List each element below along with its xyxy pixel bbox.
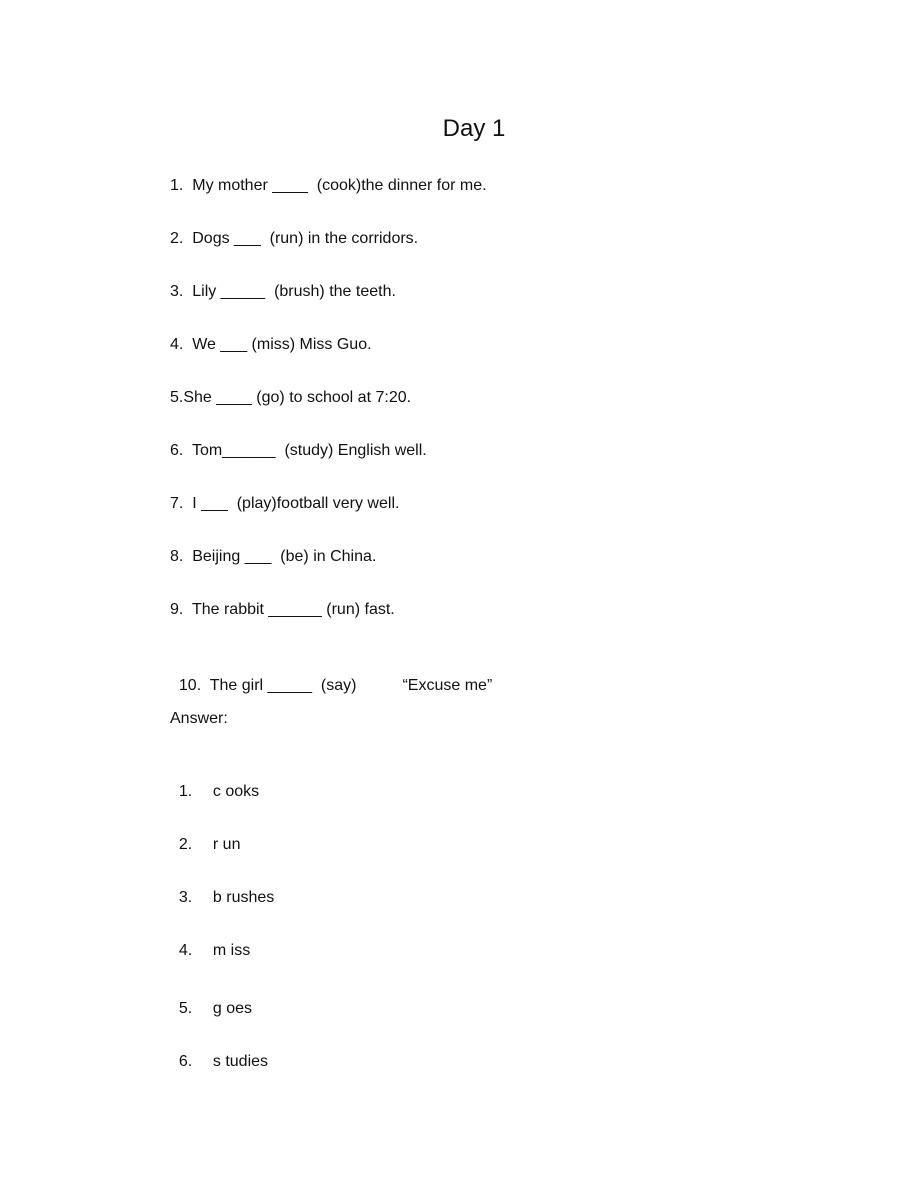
- question-10-text: 10. The girl _____ (say): [178, 677, 357, 694]
- answer-heading: Answer:: [170, 710, 228, 727]
- page-title: Day 1: [442, 115, 506, 142]
- answer-item: [170, 815, 240, 855]
- answer-text: r un: [212, 836, 241, 853]
- answer-number: 5.: [178, 1000, 193, 1017]
- answer-text: m iss: [212, 942, 251, 959]
- answer-text: s tudies: [212, 1053, 269, 1070]
- answer-number: 3.: [178, 889, 193, 906]
- answer-text: b rushes: [212, 889, 275, 906]
- answer-item: [170, 1032, 268, 1072]
- answer-item: [170, 762, 259, 802]
- question-4: 4. We ___ (miss) Miss Guo.: [170, 336, 372, 353]
- question-2: 2. Dogs ___ (run) in the corridors.: [170, 230, 419, 247]
- question-8: 8. Beijing ___ (be) in China.: [170, 548, 377, 565]
- question-6: 6. Tom______ (study) English well.: [170, 442, 427, 459]
- question-5: 5.She ____ (go) to school at 7:20.: [170, 389, 412, 406]
- question-10-quote: “Excuse me”: [402, 677, 493, 694]
- question-1: 1. My mother ____ (cook)the dinner for me.: [170, 177, 487, 194]
- question-10: [170, 656, 492, 696]
- answer-number: 2.: [178, 836, 193, 853]
- answer-number: 1.: [178, 783, 193, 800]
- answer-item: [170, 921, 250, 961]
- question-7: 7. I ___ (play)football very well.: [170, 495, 400, 512]
- answer-text: g oes: [212, 1000, 253, 1017]
- answer-item: [170, 979, 252, 1019]
- question-3: 3. Lily _____ (brush) the teeth.: [170, 283, 396, 300]
- question-9: 9. The rabbit ______ (run) fast.: [170, 601, 395, 618]
- answer-item: [170, 868, 274, 908]
- answer-number: 4.: [178, 942, 193, 959]
- answer-number: 6.: [178, 1053, 193, 1070]
- answer-text: c ooks: [212, 783, 260, 800]
